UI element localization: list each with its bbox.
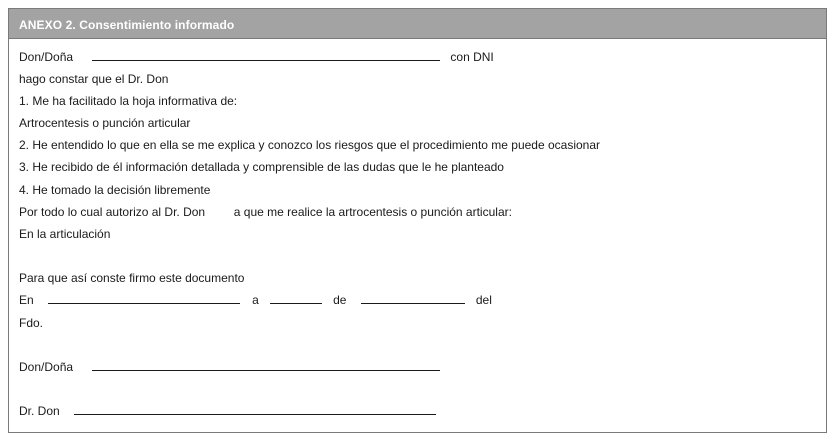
del-label: del [475,293,492,307]
day-field[interactable] [270,293,322,304]
patient-signature-field[interactable] [92,360,440,371]
place-field[interactable] [48,293,240,304]
dni-label: con DNI [450,50,494,64]
authorization-text-b: a que me realice la artrocentesis o punción articular: [233,205,512,219]
consent-form [8,8,827,433]
form-title: ANEXO 2. Consentimiento informado [19,18,235,32]
procedure-text: Artrocentesis o punción articular [19,116,191,130]
signature-don-dona-label: Don/Doña [19,360,74,374]
don-dona-label: Don/Doña [19,50,74,64]
item-3-text: 3. He recibido de él información detallada y comprensible de las dudas que le he planteado [19,160,504,174]
fdo-text: Fdo. [19,316,44,330]
item-2-text: 2. He entendido lo que en ella se me explica y conozco los riesgos que el procedimiento me puede ocasionar [19,138,601,152]
month-field[interactable] [361,293,465,304]
de-label: de [333,293,347,307]
sign-statement-text: Para que así conste firmo este documento [19,271,245,285]
signature-patient-row [19,360,440,374]
patient-name-field[interactable] [92,50,440,61]
signature-doctor-row [19,404,436,418]
form-header [9,9,826,39]
hago-constar-text: hago constar que el Dr. Don [19,72,169,86]
en-label: En [19,293,34,307]
authorization-row [19,205,512,219]
patient-name-row [19,50,494,64]
doctor-signature-field[interactable] [74,404,436,415]
a-label: a [252,293,259,307]
signature-dr-don-label: Dr. Don [19,404,60,418]
item-1-text: 1. Me ha facilitado la hoja informativa de: [19,94,238,108]
authorization-text-a: Por todo lo cual autorizo al Dr. Don [19,205,206,219]
item-4-text: 4. He tomado la decisión libremente [19,183,211,197]
articulation-text: En la articulación [19,227,111,241]
place-date-row [19,293,492,307]
